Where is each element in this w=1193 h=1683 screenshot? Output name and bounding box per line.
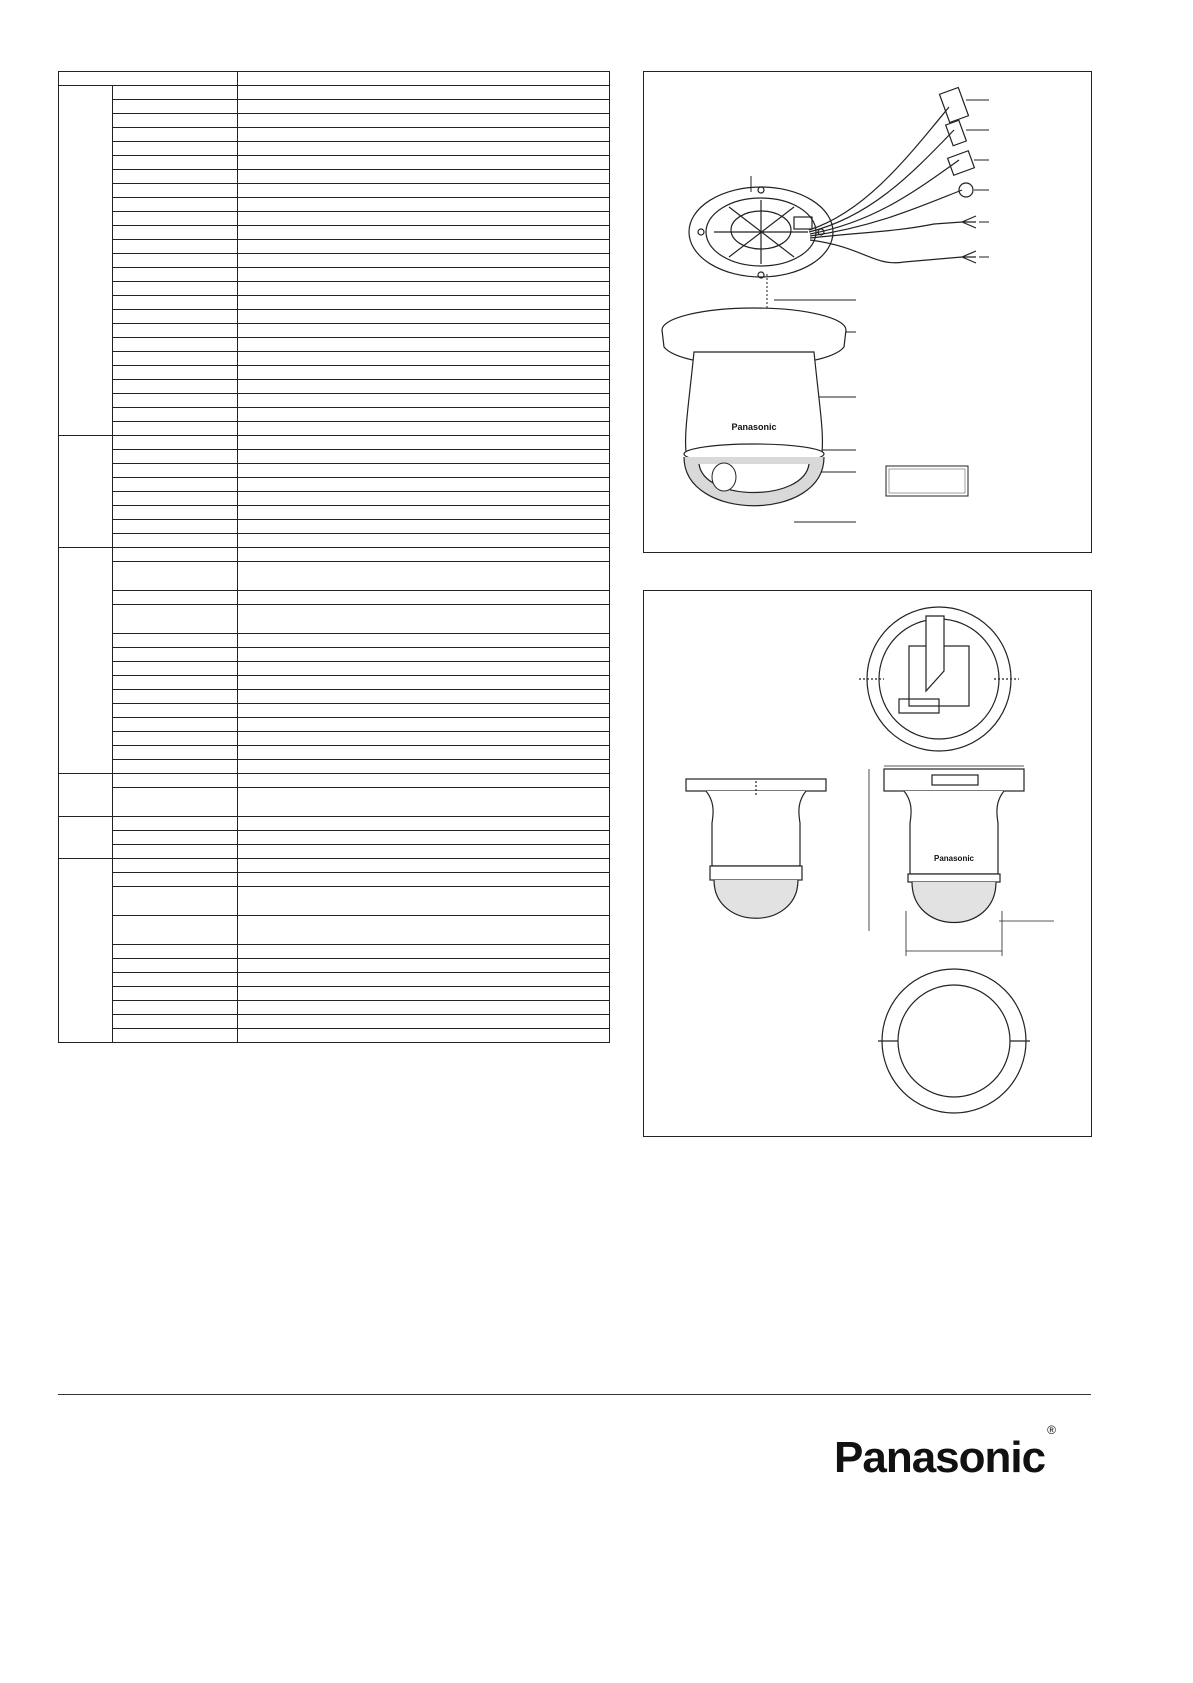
table-row	[59, 156, 610, 170]
item-cell	[113, 408, 238, 422]
table-row	[59, 478, 610, 492]
item-cell	[113, 394, 238, 408]
value-cell	[238, 170, 610, 184]
item-cell	[113, 760, 238, 774]
item-cell	[113, 436, 238, 450]
value-cell	[238, 887, 610, 916]
item-cell	[113, 240, 238, 254]
table-row	[59, 198, 610, 212]
table-row	[59, 436, 610, 450]
table-row	[59, 492, 610, 506]
item-cell	[113, 732, 238, 746]
item-cell	[113, 254, 238, 268]
brand-logo-text: Panasonic	[834, 1433, 1046, 1482]
dome-cover-icon	[684, 457, 824, 506]
item-cell	[113, 690, 238, 704]
svg-text:Panasonic: Panasonic	[731, 422, 777, 432]
value-cell	[238, 859, 610, 873]
table-row	[59, 534, 610, 548]
table-row	[59, 945, 610, 959]
item-cell	[113, 634, 238, 648]
value-cell	[238, 282, 610, 296]
table-row	[59, 987, 610, 1001]
value-cell	[238, 492, 610, 506]
item-cell	[113, 1029, 238, 1043]
value-cell	[238, 436, 610, 450]
value-cell	[238, 184, 610, 198]
table-row	[59, 380, 610, 394]
table-row	[59, 591, 610, 605]
table-header-row	[59, 72, 610, 86]
item-cell	[113, 366, 238, 380]
table-row	[59, 760, 610, 774]
value-cell	[238, 746, 610, 760]
table-row	[59, 690, 610, 704]
table-row	[59, 959, 610, 973]
value-cell	[238, 450, 610, 464]
table-row	[59, 648, 610, 662]
group-cell	[59, 774, 113, 817]
value-cell	[238, 310, 610, 324]
parts-figure	[643, 71, 1092, 553]
item-cell	[113, 831, 238, 845]
camera-mount-base-icon	[689, 187, 833, 278]
item-cell	[113, 648, 238, 662]
table-row	[59, 634, 610, 648]
table-row	[59, 268, 610, 282]
item-cell	[113, 380, 238, 394]
value-cell	[238, 142, 610, 156]
item-cell	[113, 973, 238, 987]
value-cell	[238, 478, 610, 492]
item-cell	[113, 492, 238, 506]
value-cell	[238, 226, 610, 240]
value-cell	[238, 1001, 610, 1015]
item-cell	[113, 548, 238, 562]
value-cell	[238, 366, 610, 380]
table-row	[59, 1001, 610, 1015]
group-cell	[59, 859, 113, 1043]
table-row	[59, 114, 610, 128]
value-cell	[238, 562, 610, 591]
table-row	[59, 142, 610, 156]
item-cell	[113, 987, 238, 1001]
group-cell	[59, 817, 113, 859]
table-row	[59, 366, 610, 380]
item-cell	[113, 676, 238, 690]
value-cell	[238, 114, 610, 128]
table-row	[59, 1029, 610, 1043]
value-cell	[238, 959, 610, 973]
top-view-interior-icon	[859, 607, 1019, 751]
item-cell	[113, 945, 238, 959]
value-cell	[238, 268, 610, 282]
value-cell	[238, 394, 610, 408]
brand-logo	[834, 1423, 1055, 1483]
bottom-view-ring-icon	[878, 969, 1030, 1113]
item-cell	[113, 212, 238, 226]
value-cell	[238, 548, 610, 562]
item-cell	[113, 506, 238, 520]
value-cell	[238, 831, 610, 845]
value-cell	[238, 945, 610, 959]
value-cell	[238, 212, 610, 226]
table-row	[59, 310, 610, 324]
value-cell	[238, 534, 610, 548]
item-cell	[113, 268, 238, 282]
item-cell	[113, 887, 238, 916]
lens-icon	[712, 463, 736, 491]
item-cell	[113, 450, 238, 464]
item-cell	[113, 128, 238, 142]
item-cell	[113, 534, 238, 548]
value-cell	[238, 464, 610, 478]
value-cell	[238, 198, 610, 212]
item-cell	[113, 704, 238, 718]
item-cell	[113, 845, 238, 859]
value-cell	[238, 788, 610, 817]
item-cell	[113, 142, 238, 156]
table-row	[59, 450, 610, 464]
table-row	[59, 394, 610, 408]
value-cell	[238, 605, 610, 634]
value-cell	[238, 916, 610, 945]
item-cell	[113, 591, 238, 605]
item-cell	[113, 86, 238, 100]
table-row	[59, 605, 610, 634]
value-cell	[238, 380, 610, 394]
item-cell	[113, 310, 238, 324]
spec-table	[58, 71, 610, 1043]
table-row	[59, 422, 610, 436]
value-cell	[238, 873, 610, 887]
header-cell	[59, 72, 238, 86]
item-cell	[113, 156, 238, 170]
table-row	[59, 226, 610, 240]
table-row	[59, 662, 610, 676]
table-row	[59, 100, 610, 114]
item-cell	[113, 184, 238, 198]
item-cell	[113, 788, 238, 817]
table-row	[59, 408, 610, 422]
table-row	[59, 746, 610, 760]
item-cell	[113, 226, 238, 240]
table-row	[59, 170, 610, 184]
table-row	[59, 240, 610, 254]
table-row	[59, 859, 610, 873]
table-row	[59, 506, 610, 520]
value-cell	[238, 1029, 610, 1043]
table-row	[59, 774, 610, 788]
item-cell	[113, 114, 238, 128]
table-row	[59, 973, 610, 987]
item-cell	[113, 464, 238, 478]
value-cell	[238, 338, 610, 352]
item-cell	[113, 324, 238, 338]
item-cell	[113, 562, 238, 591]
value-cell	[238, 690, 610, 704]
table-row	[59, 817, 610, 831]
item-cell	[113, 916, 238, 945]
item-cell	[113, 520, 238, 534]
table-row	[59, 128, 610, 142]
item-cell	[113, 198, 238, 212]
item-cell	[113, 746, 238, 760]
svg-text:Panasonic: Panasonic	[933, 854, 975, 863]
value-cell	[238, 520, 610, 534]
item-cell	[113, 352, 238, 366]
value-cell	[238, 591, 610, 605]
table-row	[59, 338, 610, 352]
group-cell	[59, 436, 113, 548]
item-cell	[113, 422, 238, 436]
item-cell	[113, 662, 238, 676]
table-row	[59, 324, 610, 338]
value-cell	[238, 100, 610, 114]
table-row	[59, 296, 610, 310]
footer-rule	[58, 1394, 1091, 1395]
value-cell	[238, 718, 610, 732]
table-row	[59, 86, 610, 100]
value-cell	[238, 774, 610, 788]
table-row	[59, 732, 610, 746]
item-cell	[113, 296, 238, 310]
value-cell	[238, 86, 610, 100]
table-row	[59, 916, 610, 945]
value-cell	[238, 973, 610, 987]
table-row	[59, 676, 610, 690]
group-cell	[59, 548, 113, 774]
group-cell	[59, 86, 113, 436]
value-cell	[238, 662, 610, 676]
dimensions-figure	[643, 590, 1092, 1137]
table-row	[59, 184, 610, 198]
value-cell	[238, 732, 610, 746]
table-row	[59, 352, 610, 366]
table-row	[59, 212, 610, 226]
table-row	[59, 831, 610, 845]
value-cell	[238, 254, 610, 268]
value-cell	[238, 352, 610, 366]
cable-bundle-icon	[809, 87, 976, 263]
value-cell	[238, 676, 610, 690]
table-row	[59, 464, 610, 478]
table-row	[59, 704, 610, 718]
table-row	[59, 1015, 610, 1029]
item-cell	[113, 774, 238, 788]
side-view-right-icon	[869, 766, 1054, 956]
item-cell	[113, 1001, 238, 1015]
item-cell	[113, 817, 238, 831]
item-cell	[113, 100, 238, 114]
value-cell	[238, 156, 610, 170]
item-cell	[113, 282, 238, 296]
table-row	[59, 254, 610, 268]
value-cell	[238, 648, 610, 662]
item-cell	[113, 718, 238, 732]
item-cell	[113, 873, 238, 887]
value-cell	[238, 1015, 610, 1029]
side-view-left-icon	[686, 779, 826, 918]
value-cell	[238, 704, 610, 718]
value-cell	[238, 408, 610, 422]
table-row	[59, 873, 610, 887]
value-cell	[238, 845, 610, 859]
header-cell	[238, 72, 610, 86]
value-cell	[238, 506, 610, 520]
value-cell	[238, 422, 610, 436]
table-row	[59, 845, 610, 859]
item-cell	[113, 605, 238, 634]
dimensions-illustration	[644, 591, 1091, 1136]
table-row	[59, 548, 610, 562]
item-cell	[113, 1015, 238, 1029]
item-cell	[113, 170, 238, 184]
item-cell	[113, 338, 238, 352]
table-row	[59, 887, 610, 916]
value-cell	[238, 324, 610, 338]
item-cell	[113, 959, 238, 973]
value-cell	[238, 987, 610, 1001]
parts-illustration	[644, 72, 1091, 552]
value-cell	[238, 634, 610, 648]
value-cell	[238, 296, 610, 310]
camera-housing-icon	[684, 352, 824, 464]
table-row	[59, 520, 610, 534]
table-row	[59, 788, 610, 817]
item-cell	[113, 478, 238, 492]
label-box-icon	[886, 466, 968, 496]
value-cell	[238, 128, 610, 142]
table-row	[59, 718, 610, 732]
table-row	[59, 282, 610, 296]
registered-mark: ®	[1047, 1423, 1055, 1438]
item-cell	[113, 859, 238, 873]
value-cell	[238, 817, 610, 831]
table-row	[59, 562, 610, 591]
value-cell	[238, 760, 610, 774]
value-cell	[238, 240, 610, 254]
